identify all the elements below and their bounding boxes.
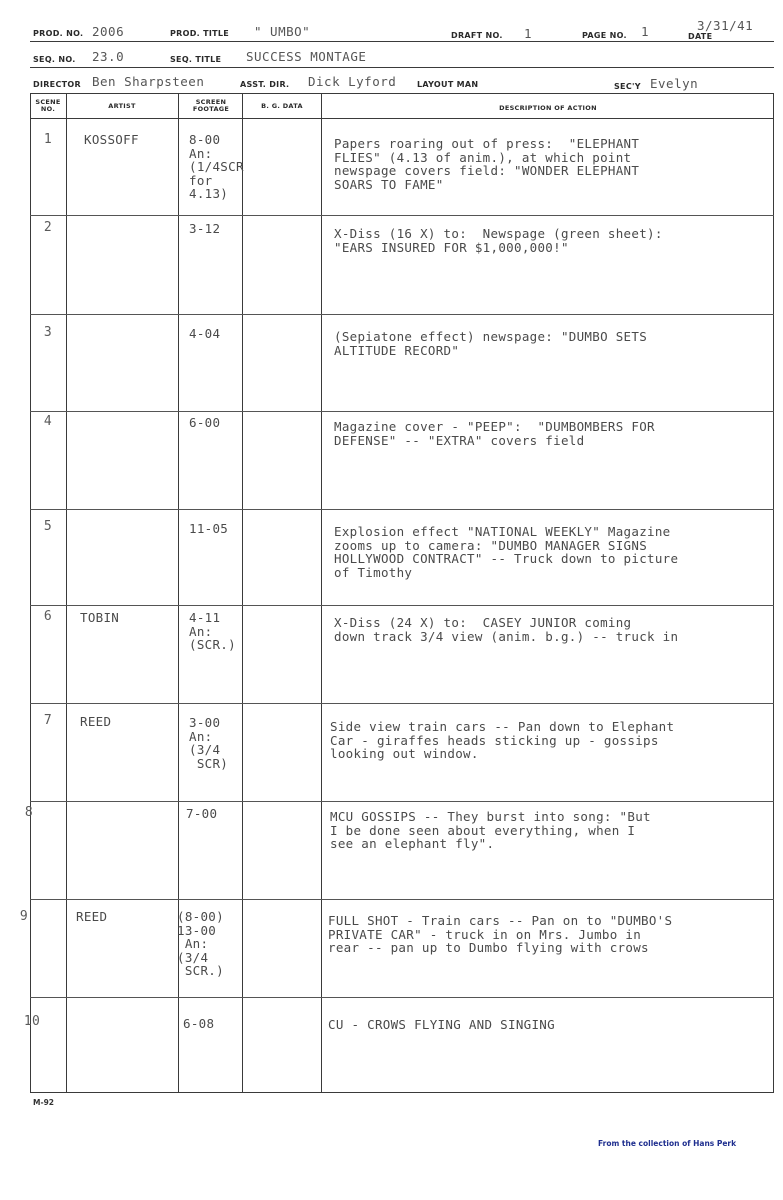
grid-vline-bg <box>321 93 322 1093</box>
director-label: DIRECTOR <box>33 80 81 89</box>
secy-label: SEC'Y <box>614 82 641 91</box>
form-code: M-92 <box>33 1098 55 1107</box>
scene-description: (Sepiatone effect) newspage: "DUMBO SETS ALTITUDE RECORD" <box>334 329 648 358</box>
scene-number: 2 <box>43 220 53 235</box>
page-no-value: 1 <box>641 24 650 39</box>
scene-number: 10 <box>23 1014 41 1029</box>
header-line-1 <box>30 41 774 42</box>
row-divider <box>30 801 774 802</box>
column-header-line <box>30 118 774 119</box>
date-label: DATE <box>688 32 713 41</box>
row-divider <box>30 899 774 900</box>
row-divider <box>30 703 774 704</box>
seq-no-label: SEQ. NO. <box>33 55 76 64</box>
scene-description: Papers roaring out of press: "ELEPHANT FLIES" (4.13 of anim.), at which point newspage covers field: "WONDER ELEPHANT SOARS TO FAME" <box>334 136 640 192</box>
scene-footage: 4-11 An: (SCR.) <box>189 610 236 652</box>
prod-no-value: 2006 <box>92 24 125 39</box>
asst-dir-label: ASST. DIR. <box>240 80 290 89</box>
scene-description: Side view train cars -- Pan down to Elephant Car - giraffes heads sticking up - gossips looking out window. <box>330 719 675 761</box>
grid-vline-right <box>773 93 774 1093</box>
scene-artist: REED <box>76 909 108 924</box>
scene-footage: 4-04 <box>189 326 221 341</box>
col-bg-data: B. G. DATA <box>261 102 303 110</box>
scene-description: X-Diss (24 X) to: CASEY JUNIOR coming down track 3/4 view (anim. b.g.) -- truck in <box>334 615 679 644</box>
table-bottom-line <box>30 1092 774 1093</box>
scene-artist: TOBIN <box>80 610 120 625</box>
row-divider <box>30 411 774 412</box>
collection-credit: From the collection of Hans Perk <box>598 1139 737 1148</box>
scene-footage: 7-00 <box>186 806 218 821</box>
layout-man-label: LAYOUT MAN <box>417 80 479 89</box>
scene-description: CU - CROWS FLYING AND SINGING <box>328 1017 555 1032</box>
prod-title-value: " UMBO" <box>254 24 311 39</box>
seq-title-label: SEQ. TITLE <box>170 55 222 64</box>
col-artist: ARTIST <box>108 102 136 110</box>
row-divider <box>30 509 774 510</box>
col-description: DESCRIPTION OF ACTION <box>499 104 597 112</box>
row-divider <box>30 997 774 998</box>
scene-number: 3 <box>43 325 53 340</box>
scene-number: 9 <box>19 909 29 924</box>
scene-number: 6 <box>43 609 53 624</box>
scene-description: MCU GOSSIPS -- They burst into song: "But I be done seen about everything, when I see an elephant fly". <box>330 809 651 851</box>
page-no-label: PAGE NO. <box>582 31 627 40</box>
scene-number: 4 <box>43 414 53 429</box>
scene-footage: (8-00) 13-00 An: (3/4 SCR.) <box>177 909 224 978</box>
scene-description: Magazine cover - "PEEP": "DUMBOMBERS FOR DEFENSE" -- "EXTRA" covers field <box>334 419 655 448</box>
col-scene-no: SCENE NO. <box>35 98 61 113</box>
scene-description: FULL SHOT - Train cars -- Pan on to "DUMBO'S PRIVATE CAR" - truck in on Mrs. Jumbo in rear -- pan up to Dumbo flying with crows <box>328 913 673 955</box>
grid-vline-left <box>30 93 31 1093</box>
scene-footage: 6-00 <box>189 415 221 430</box>
asst-dir-value: Dick Lyford <box>308 74 397 89</box>
grid-vline-scene <box>66 93 67 1093</box>
scene-number: 8 <box>24 805 34 820</box>
prod-title-label: PROD. TITLE <box>170 29 230 38</box>
scene-number: 7 <box>43 713 53 728</box>
scene-artist: KOSSOFF <box>84 132 139 147</box>
header-line-3 <box>30 93 774 94</box>
scene-footage: 6-08 <box>183 1016 215 1031</box>
scene-footage: 3-12 <box>189 221 221 236</box>
scene-footage: 8-00 An: (1/4SCR for 4.13) <box>189 132 244 201</box>
secy-value: Evelyn <box>650 76 699 91</box>
scene-artist: REED <box>80 714 112 729</box>
scene-number: 1 <box>43 132 53 147</box>
draft-no-label: DRAFT NO. <box>451 31 503 40</box>
grid-vline-footage <box>242 93 243 1093</box>
row-divider <box>30 215 774 216</box>
scene-description: X-Diss (16 X) to: Newspage (green sheet): "EARS INSURED FOR $1,000,000!" <box>334 226 663 255</box>
row-divider <box>30 605 774 606</box>
col-screen-footage: SCREEN FOOTAGE <box>192 98 230 113</box>
director-value: Ben Sharpsteen <box>92 74 205 89</box>
seq-title-value: SUCCESS MONTAGE <box>246 49 367 64</box>
date-value: 3/31/41 <box>697 18 754 33</box>
header-line-2 <box>30 67 774 68</box>
scene-footage: 11-05 <box>189 521 229 536</box>
scene-number: 5 <box>43 519 53 534</box>
seq-no-value: 23.0 <box>92 49 125 64</box>
prod-no-label: PROD. NO. <box>33 29 84 38</box>
scene-description: Explosion effect "NATIONAL WEEKLY" Magazine zooms up to camera: "DUMBO MANAGER SIGNS HOLLYWOOD CONTRACT" -- Truck down to picture of Timothy <box>334 524 679 580</box>
draft-no-value: 1 <box>524 26 533 41</box>
scene-footage: 3-00 An: (3/4 SCR) <box>189 715 229 771</box>
row-divider <box>30 314 774 315</box>
